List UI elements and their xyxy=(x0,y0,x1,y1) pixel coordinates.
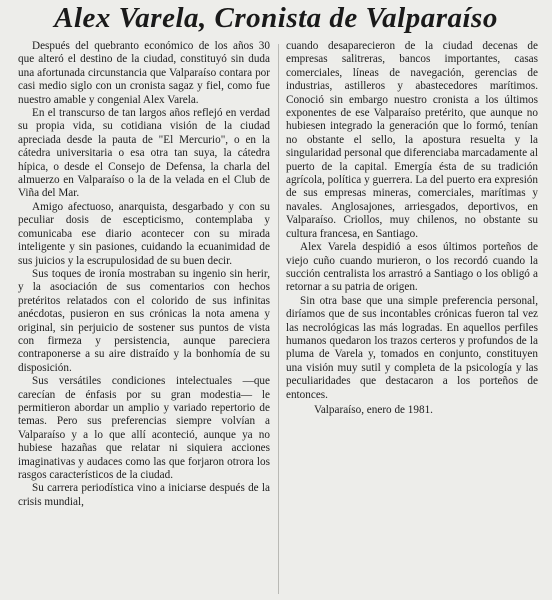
article-paragraph: Alex Varela despidió a esos últimos porteños de viejo cuño cuando murieron, o los recordó cuando la succión centralista los arrastró a Santiago o los obligó a retornar a su patria de origen. xyxy=(286,241,538,294)
article-paragraph: Sin otra base que una simple preferencia personal, diríamos que de sus incontables crónicas fueron tal vez las necrológicas las más logradas. En aquellos perfiles humanos quedaron los trazos certeros y profundos de la pluma de Varela y, tomados en conjunto, constituyen una visión muy sutil y completa de la psicología y las peculiaridades que destacaron a los porteños de entonces. xyxy=(286,294,538,401)
article-paragraph: Después del quebranto económico de los años 30 que alteró el destino de la ciudad, constituyó sin duda una afortunada circunstancia que Valparaíso contara por casi medio siglo con un cronista sagaz y fiel, como fue nuestro amable y congenial Alex Varela. xyxy=(18,40,270,106)
article-paragraph: Amigo afectuoso, anarquista, desgarbado y con su peculiar dosis de escepticismo, contemplaba y comunicaba ese diario acontecer con su mirada inteligente y sin pasiones, cuidando la ecuanimidad de sus juicios y la escrupulosidad de su buen decir. xyxy=(18,200,270,267)
column-divider xyxy=(278,44,279,594)
article-signoff: Valparaíso, enero de 1981. xyxy=(314,403,433,416)
article-paragraph-continuation: cuando desaparecieron de la ciudad decenas de empresas salitreras, bancos importantes, casas comerciales, líneas de navegación, gerencias de industrias, astilleros y abastecedores marítimos. Conoció sin embargo nuestro cronista a los últimos exponentes de ese Valparaíso pretérito, que aunque no hubiesen integrado la generación que lo formó, tenían no obstante el sello, la apostura resuelta y la singularidad personal que diferenciaba marcadamente al puerto de la capital. Emergía ésta de su tradición agrícola, política y guerrera. La del puerto era expresión de sus empresas mineras, comerciales, marítimas y navales. Anglosajones, arriesgados, deportivos, en Valparaíso. Criollos, muy chilenos, no obstante su cultura francesa, en Santiago. xyxy=(286,40,538,240)
article-paragraph: Sus toques de ironía mostraban su ingenio sin herir, y la asociación de sus comentarios con hechos pretéritos relatados con el colorido de sus infinitas anécdotas, pusieron en sus crónicas la nota amena y original, sin perjuicio de sostener sus puntos de vista con firmeza y persistencia, aunque pareciera contraponerse a su aire distraído y la bonhomía de su disposición. xyxy=(18,267,270,374)
article-column-right xyxy=(286,40,538,598)
article-column-left xyxy=(18,40,270,598)
article-paragraph: Su carrera periodística vino a iniciarse después de la crisis mundial, xyxy=(18,482,270,508)
article-headline: Alex Varela, Cronista de Valparaíso xyxy=(54,2,498,34)
article-paragraph: En el transcurso de tan largos años reflejó en verdad su propia vida, su cotidiana visión de la ciudad apreciada desde la pauta de "El Mercurio", o en la cátedra universitaria o esa otra tan suya, la cátedra hípica, o desde el Consejo de Defensa, la charla del almuerzo en Valparaíso o la de la velada en el Club de Viña del Mar. xyxy=(18,107,270,200)
article-paragraph: Sus versátiles condiciones intelectuales —que carecían de énfasis por su gran modestia— le permitieron abordar un amplio y variado repertorio de temas. Pero sus preferencias siempre volvían a Valparaíso y a lo que allí aconteció, aunque ya no hubiese hazañas que relatar ni siquiera acciones imaginativas y audaces como las que forjaron otrora los rasgos característicos de la ciudad. xyxy=(18,375,270,481)
